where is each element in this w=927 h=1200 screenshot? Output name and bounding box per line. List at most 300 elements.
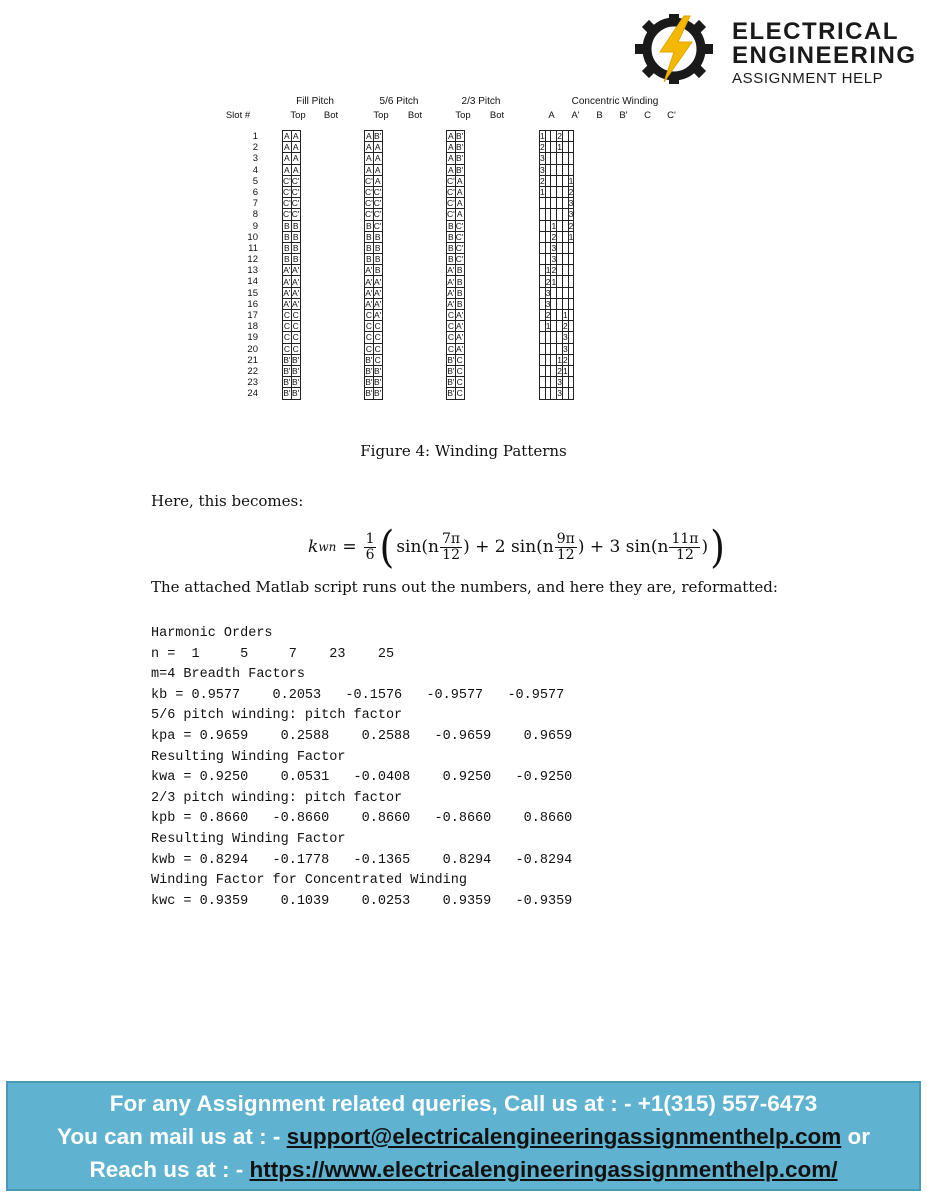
table-row xyxy=(540,298,574,309)
fill-pitch-cell: C' xyxy=(283,175,291,186)
concentric-cell xyxy=(568,388,574,399)
two-three-pitch-cell: C' xyxy=(455,220,464,231)
table-row xyxy=(540,276,574,287)
five-six-pitch-cell: A xyxy=(366,142,372,153)
fill-pitch-cell: A' xyxy=(283,265,291,276)
table-row xyxy=(447,186,465,197)
two-three-pitch-cell: C xyxy=(456,366,463,377)
table-row xyxy=(283,388,301,399)
slot-number: 7 xyxy=(252,198,258,210)
table-row xyxy=(447,220,465,231)
table-row xyxy=(283,198,301,209)
table-row xyxy=(283,254,301,265)
table-row xyxy=(283,321,301,332)
two-three-pitch-cell: A' xyxy=(456,332,464,343)
conc-col-header: A' xyxy=(571,110,580,121)
output-line: 5/6 pitch winding: pitch factor xyxy=(151,708,403,724)
table-row xyxy=(365,298,383,309)
table-row xyxy=(283,153,301,164)
two-three-pitch-cell: A' xyxy=(447,276,455,287)
concentric-cell: 3 xyxy=(557,388,562,399)
two-three-pitch-cell: B xyxy=(448,254,454,265)
two-three-pitch-cell: B xyxy=(448,242,454,253)
five-six-pitch-cell: A xyxy=(374,142,381,153)
five-six-pitch-cell: B xyxy=(374,254,381,265)
table-row xyxy=(365,164,383,175)
table-row xyxy=(540,186,574,197)
slot-number: 12 xyxy=(247,254,258,266)
five-six-pitch-cell: A' xyxy=(365,276,373,287)
output-line: 2/3 pitch winding: pitch factor xyxy=(151,790,403,806)
fill-pitch-cell: B xyxy=(292,242,299,253)
five-six-pitch-cell: B xyxy=(366,254,372,265)
output-line: m=4 Breadth Factors xyxy=(151,667,305,683)
table-row xyxy=(365,175,383,186)
brand-logo xyxy=(630,10,920,86)
fill-pitch-cell: B xyxy=(284,231,290,242)
concentric-cell: 1 xyxy=(562,366,568,377)
fill-pitch-cell: C xyxy=(283,343,290,354)
gear-bolt-icon xyxy=(630,14,718,84)
five-six-pitch-cell: A xyxy=(374,175,381,186)
frac-num: 7π xyxy=(442,530,461,547)
fill-pitch-cell: B' xyxy=(283,388,291,399)
table-row xyxy=(365,254,383,265)
table-row xyxy=(447,287,465,298)
table-row xyxy=(447,276,465,287)
five-six-pitch-cell: C xyxy=(374,343,381,354)
fill-pitch-cell: C xyxy=(292,310,299,321)
five-six-pitch-cell: A' xyxy=(374,298,382,309)
concentric-cell xyxy=(568,265,574,276)
table-row xyxy=(365,220,383,231)
table-row xyxy=(365,131,383,142)
table-row xyxy=(283,310,301,321)
concentric-cell: 3 xyxy=(562,332,568,343)
formula-term1-pre: sin(n xyxy=(396,537,440,557)
table-row xyxy=(283,242,301,253)
concentric-cell xyxy=(568,298,574,309)
two-three-pitch-cell: B xyxy=(456,276,463,287)
five-six-pitch-cell: A' xyxy=(374,287,382,298)
table-row xyxy=(283,287,301,298)
two-three-pitch-cell: A' xyxy=(447,287,455,298)
fill-pitch-cell: C xyxy=(292,343,299,354)
two-three-pitch-cell: A' xyxy=(447,298,455,309)
fill-pitch-cell: C' xyxy=(291,209,300,220)
table-row xyxy=(447,265,465,276)
table-row xyxy=(540,265,574,276)
fill-pitch-cell: B xyxy=(292,254,299,265)
concentric-cell: 1 xyxy=(568,175,574,186)
two-three-pitch-cell: C xyxy=(456,354,463,365)
table-row xyxy=(540,142,574,153)
two-three-pitch-cell: C' xyxy=(447,175,455,186)
slot-number: 4 xyxy=(252,164,258,176)
slot-number: 15 xyxy=(247,287,258,299)
formula-term2-post: ) + 3 sin(n xyxy=(577,537,669,557)
concentric-cell xyxy=(568,164,574,175)
table-row xyxy=(447,209,465,220)
concentric-cell: 3 xyxy=(540,153,545,164)
table-row xyxy=(447,153,465,164)
fill-pitch-cell: A xyxy=(292,131,299,142)
two-three-pitch-cell: B' xyxy=(447,388,455,399)
two-three-pitch-cell: B' xyxy=(447,366,455,377)
concentric-cell: 3 xyxy=(562,343,568,354)
table-row xyxy=(283,332,301,343)
slot-number-column xyxy=(228,131,258,400)
slot-number: 21 xyxy=(247,354,258,366)
two-three-pitch-cell: C xyxy=(456,388,463,399)
output-line: kwb = 0.8294 -0.1778 -0.1365 0.8294 -0.8294 xyxy=(151,852,573,868)
five-six-pitch-cell: A' xyxy=(365,265,373,276)
concentric-cell: 1 xyxy=(545,321,551,332)
slot-number: 3 xyxy=(252,153,258,165)
winding-factor-formula xyxy=(0,522,927,572)
table-row xyxy=(283,354,301,365)
two-three-pitch-cell: C' xyxy=(455,231,464,242)
five-six-pitch-cell: B xyxy=(374,242,381,253)
two-three-pitch-cell: B' xyxy=(456,164,464,175)
slot-number: 9 xyxy=(252,220,258,232)
fill-pitch-cell: A xyxy=(284,142,290,153)
table-row xyxy=(283,365,301,376)
conc-col-header: C' xyxy=(667,110,676,121)
concentric-header: Concentric Winding xyxy=(571,96,659,107)
table-row xyxy=(283,276,301,287)
five-six-pitch-cell: A xyxy=(374,164,381,175)
table-row xyxy=(447,343,465,354)
slot-number: 13 xyxy=(247,265,258,277)
website-link[interactable]: https://www.electricalengineeringassignmenthelp.com/ xyxy=(249,1157,838,1182)
concentric-cell: 2 xyxy=(562,321,568,332)
table-row xyxy=(283,220,301,231)
concentric-cell xyxy=(568,287,574,298)
five-six-pitch-cell: C xyxy=(365,332,372,343)
concentric-cell: 3 xyxy=(545,287,551,298)
two-three-pitch-cell: C' xyxy=(447,209,455,220)
table-row xyxy=(283,131,301,142)
five-six-pitch-cell: A xyxy=(366,131,372,142)
figure-caption: Figure 4: Winding Patterns xyxy=(360,442,567,460)
table-row xyxy=(365,310,383,321)
output-line: kpb = 0.8660 -0.8660 0.8660 -0.8660 0.8660 xyxy=(151,811,573,827)
two-three-pitch-cell: C xyxy=(447,343,454,354)
conc-col-header: A xyxy=(548,110,555,121)
two-three-pitch-cell: A' xyxy=(447,265,455,276)
table-row xyxy=(365,343,383,354)
concentric-cell: 2 xyxy=(568,187,574,198)
two-three-pitch-header: 2/3 Pitch xyxy=(461,96,501,107)
table-row xyxy=(540,354,574,365)
slot-number: 14 xyxy=(247,276,258,288)
table-row xyxy=(365,209,383,220)
table-row xyxy=(365,365,383,376)
fill-pitch-cell: B xyxy=(284,254,290,265)
slot-number: 8 xyxy=(252,209,258,221)
concentric-cell: 1 xyxy=(551,276,557,287)
five-six-pitch-cell: B xyxy=(366,231,372,242)
concentric-cell: 1 xyxy=(557,354,562,365)
table-row xyxy=(365,354,383,365)
table-row xyxy=(283,186,301,197)
frac-num: 1 xyxy=(365,530,375,547)
table-row xyxy=(283,175,301,186)
table-row xyxy=(540,198,574,209)
table-row xyxy=(540,231,574,242)
formula-close-paren: ) xyxy=(710,521,725,573)
five-six-pitch-cell: B xyxy=(366,220,372,231)
fill-top-header: Top xyxy=(290,110,306,121)
table-row xyxy=(447,254,465,265)
five-six-pitch-cell: B' xyxy=(374,366,382,377)
table-row xyxy=(540,377,574,388)
two-three-pitch-cell: B' xyxy=(456,153,464,164)
five-six-pitch-cell: B xyxy=(374,265,381,276)
table-row xyxy=(365,388,383,399)
two-three-pitch-cell: C' xyxy=(455,242,464,253)
fill-pitch-cell: C' xyxy=(291,175,300,186)
conc-col-header: C xyxy=(644,110,651,121)
table-row xyxy=(365,276,383,287)
concentric-cell: 2 xyxy=(540,175,545,186)
five-six-pitch-cell: C' xyxy=(373,220,382,231)
five-six-pitch-grid xyxy=(364,130,383,400)
fill-pitch-cell: B' xyxy=(283,366,291,377)
concentric-cell: 1 xyxy=(540,187,545,198)
fill-pitch-cell: B' xyxy=(292,354,300,365)
fill-pitch-cell: A' xyxy=(283,298,291,309)
five-six-pitch-cell: C xyxy=(374,321,381,332)
fill-pitch-cell: C xyxy=(283,332,290,343)
formula-coefficient xyxy=(364,532,377,563)
concentric-cell: 2 xyxy=(562,354,568,365)
table-row xyxy=(283,231,301,242)
slot-number: 17 xyxy=(247,310,258,321)
two-three-pitch-cell: A xyxy=(456,187,463,198)
two-three-pitch-cell: A xyxy=(448,153,454,164)
five-six-pitch-cell: B xyxy=(366,242,372,253)
footer-website-line xyxy=(8,1157,919,1183)
two-three-pitch-cell: A xyxy=(448,142,454,153)
two-three-pitch-cell: C' xyxy=(447,187,455,198)
table-row xyxy=(447,388,465,399)
fill-pitch-cell: B xyxy=(292,220,299,231)
frac-den: 12 xyxy=(556,546,575,563)
slot-number: 5 xyxy=(252,175,258,187)
table-row xyxy=(540,365,574,376)
concentric-cell: 3 xyxy=(551,254,557,265)
fill-pitch-cell: C' xyxy=(283,187,291,198)
five-six-pitch-cell: B' xyxy=(374,131,382,142)
five-six-bot-header: Bot xyxy=(407,110,423,121)
five-six-pitch-cell: C xyxy=(374,354,381,365)
two-three-pitch-cell: C xyxy=(447,310,454,321)
five-six-pitch-cell: B' xyxy=(365,366,373,377)
concentric-cell xyxy=(568,321,574,332)
table-row xyxy=(447,365,465,376)
support-email-link[interactable]: support@electricalengineeringassignmenthelp.com xyxy=(286,1124,842,1149)
fill-pitch-header: Fill Pitch xyxy=(296,96,334,107)
fill-pitch-cell: B' xyxy=(292,388,300,399)
concentric-cell: 2 xyxy=(545,310,551,321)
fill-pitch-cell: A xyxy=(292,142,299,153)
concentric-cell: 3 xyxy=(540,164,545,175)
logo-text-line3: ASSIGNMENT HELP xyxy=(732,70,884,87)
five-six-pitch-cell: A' xyxy=(374,276,382,287)
two-three-pitch-cell: C' xyxy=(447,198,455,209)
output-line: kb = 0.9577 0.2053 -0.1576 -0.9577 -0.9577 xyxy=(151,687,565,703)
table-row xyxy=(447,198,465,209)
five-six-pitch-cell: C' xyxy=(373,209,382,220)
fill-pitch-cell: C xyxy=(292,332,299,343)
frac-num: 11π xyxy=(671,530,699,547)
concentric-cell xyxy=(568,354,574,365)
fill-pitch-cell: C xyxy=(292,321,299,332)
fill-pitch-cell: B' xyxy=(283,377,291,388)
table-row xyxy=(447,310,465,321)
concentric-cell: 2 xyxy=(551,265,557,276)
slot-number: 23 xyxy=(247,377,258,389)
concentric-cell xyxy=(568,131,574,142)
fill-pitch-cell: A' xyxy=(283,287,291,298)
fill-pitch-cell: C xyxy=(283,321,290,332)
five-six-pitch-cell: B xyxy=(374,231,381,242)
logo-text-line2: ENGINEERING xyxy=(732,42,917,69)
output-line: Harmonic Orders xyxy=(151,626,273,641)
concentric-cell xyxy=(568,310,574,321)
formula-term1-post: ) + 2 sin(n xyxy=(463,537,554,557)
formula-term3-post: ) xyxy=(701,537,709,557)
table-row xyxy=(365,142,383,153)
frac-num: 9π xyxy=(556,530,575,547)
concentric-cell: 3 xyxy=(557,377,562,388)
two-three-pitch-cell: B' xyxy=(447,354,455,365)
contact-footer xyxy=(6,1081,921,1191)
five-six-pitch-cell: B' xyxy=(374,377,382,388)
slot-number: 18 xyxy=(247,321,258,333)
table-row xyxy=(283,265,301,276)
concentric-cell: 1 xyxy=(568,231,574,242)
table-row xyxy=(540,175,574,186)
two-three-pitch-cell: C xyxy=(447,332,454,343)
two-three-pitch-cell: C' xyxy=(455,254,464,265)
table-row xyxy=(447,354,465,365)
fill-pitch-cell: B' xyxy=(292,377,300,388)
table-row xyxy=(365,186,383,197)
fill-pitch-cell: B' xyxy=(283,354,291,365)
output-line: kwc = 0.9359 0.1039 0.0253 0.9359 -0.9359 xyxy=(151,893,573,909)
frac-den: 12 xyxy=(442,546,460,563)
output-line: Resulting Winding Factor xyxy=(151,831,346,847)
five-six-pitch-cell: A xyxy=(366,164,372,175)
slot-number: 22 xyxy=(247,365,258,377)
table-row xyxy=(447,175,465,186)
two-three-pitch-cell: C xyxy=(456,377,463,388)
table-row xyxy=(365,332,383,343)
slot-number: 10 xyxy=(247,231,258,243)
table-row xyxy=(365,287,383,298)
two-three-pitch-cell: A xyxy=(448,164,454,175)
slot-number: 24 xyxy=(247,388,258,400)
concentric-cell: 2 xyxy=(545,276,551,287)
two-three-pitch-cell: A xyxy=(456,198,463,209)
two-three-pitch-cell: B' xyxy=(456,142,464,153)
slot-number: 2 xyxy=(252,142,258,154)
formula-frac-1 xyxy=(440,532,462,563)
five-six-pitch-cell: B' xyxy=(365,377,373,388)
slot-number: 6 xyxy=(252,186,258,198)
two-three-pitch-cell: A xyxy=(456,175,463,186)
two-three-pitch-cell: B xyxy=(456,287,463,298)
fill-pitch-cell: B xyxy=(292,231,299,242)
fill-pitch-cell: A' xyxy=(292,276,300,287)
five-six-pitch-cell: C' xyxy=(373,198,382,209)
five-six-pitch-cell: C' xyxy=(365,175,373,186)
table-row xyxy=(540,164,574,175)
concentric-cell: 1 xyxy=(551,220,557,231)
formula-frac-3 xyxy=(669,532,700,563)
slot-number: 16 xyxy=(247,298,258,310)
table-row xyxy=(447,242,465,253)
table-row xyxy=(447,231,465,242)
fill-pitch-cell: A' xyxy=(292,265,300,276)
five-six-pitch-cell: C xyxy=(365,310,372,321)
table-row xyxy=(540,242,574,253)
slot-number: 19 xyxy=(247,332,258,344)
two-three-pitch-cell: B' xyxy=(447,377,455,388)
matlab-output-block xyxy=(151,624,572,912)
fill-pitch-cell: A xyxy=(292,164,299,175)
table-row xyxy=(365,231,383,242)
two-three-pitch-cell: A' xyxy=(456,343,464,354)
concentric-cell xyxy=(568,343,574,354)
output-line: n = 1 5 7 23 25 xyxy=(151,646,395,662)
concentric-cell xyxy=(568,242,574,253)
concentric-cell xyxy=(568,365,574,376)
fill-pitch-cell: A' xyxy=(283,276,291,287)
table-row xyxy=(283,298,301,309)
fill-pitch-cell: C' xyxy=(291,187,300,198)
fill-pitch-cell: A' xyxy=(292,298,300,309)
slot-header: Slot # xyxy=(225,110,251,121)
formula-frac-2 xyxy=(555,532,577,563)
fill-pitch-cell: C' xyxy=(291,198,300,209)
table-row xyxy=(283,343,301,354)
lead-text: Here, this becomes: xyxy=(151,492,304,510)
concentric-cell: 2 xyxy=(551,231,557,242)
two-three-pitch-cell: A' xyxy=(456,321,464,332)
table-row xyxy=(540,332,574,343)
table-row xyxy=(540,310,574,321)
footer-email-suffix: or xyxy=(841,1124,870,1149)
table-row xyxy=(447,164,465,175)
formula-equals: = xyxy=(342,537,357,557)
concentric-cell xyxy=(568,254,574,265)
table-row xyxy=(365,265,383,276)
five-six-pitch-cell: C' xyxy=(373,187,382,198)
frac-den: 12 xyxy=(676,546,694,563)
fill-pitch-cell: A xyxy=(284,131,290,142)
two-three-pitch-cell: A' xyxy=(456,310,464,321)
table-row xyxy=(540,321,574,332)
five-six-pitch-cell: B' xyxy=(374,388,382,399)
formula-open-paren: ( xyxy=(379,521,395,573)
two-three-pitch-cell: B xyxy=(448,231,454,242)
concentric-cell: 1 xyxy=(540,131,545,142)
five-six-pitch-cell: C xyxy=(365,321,372,332)
